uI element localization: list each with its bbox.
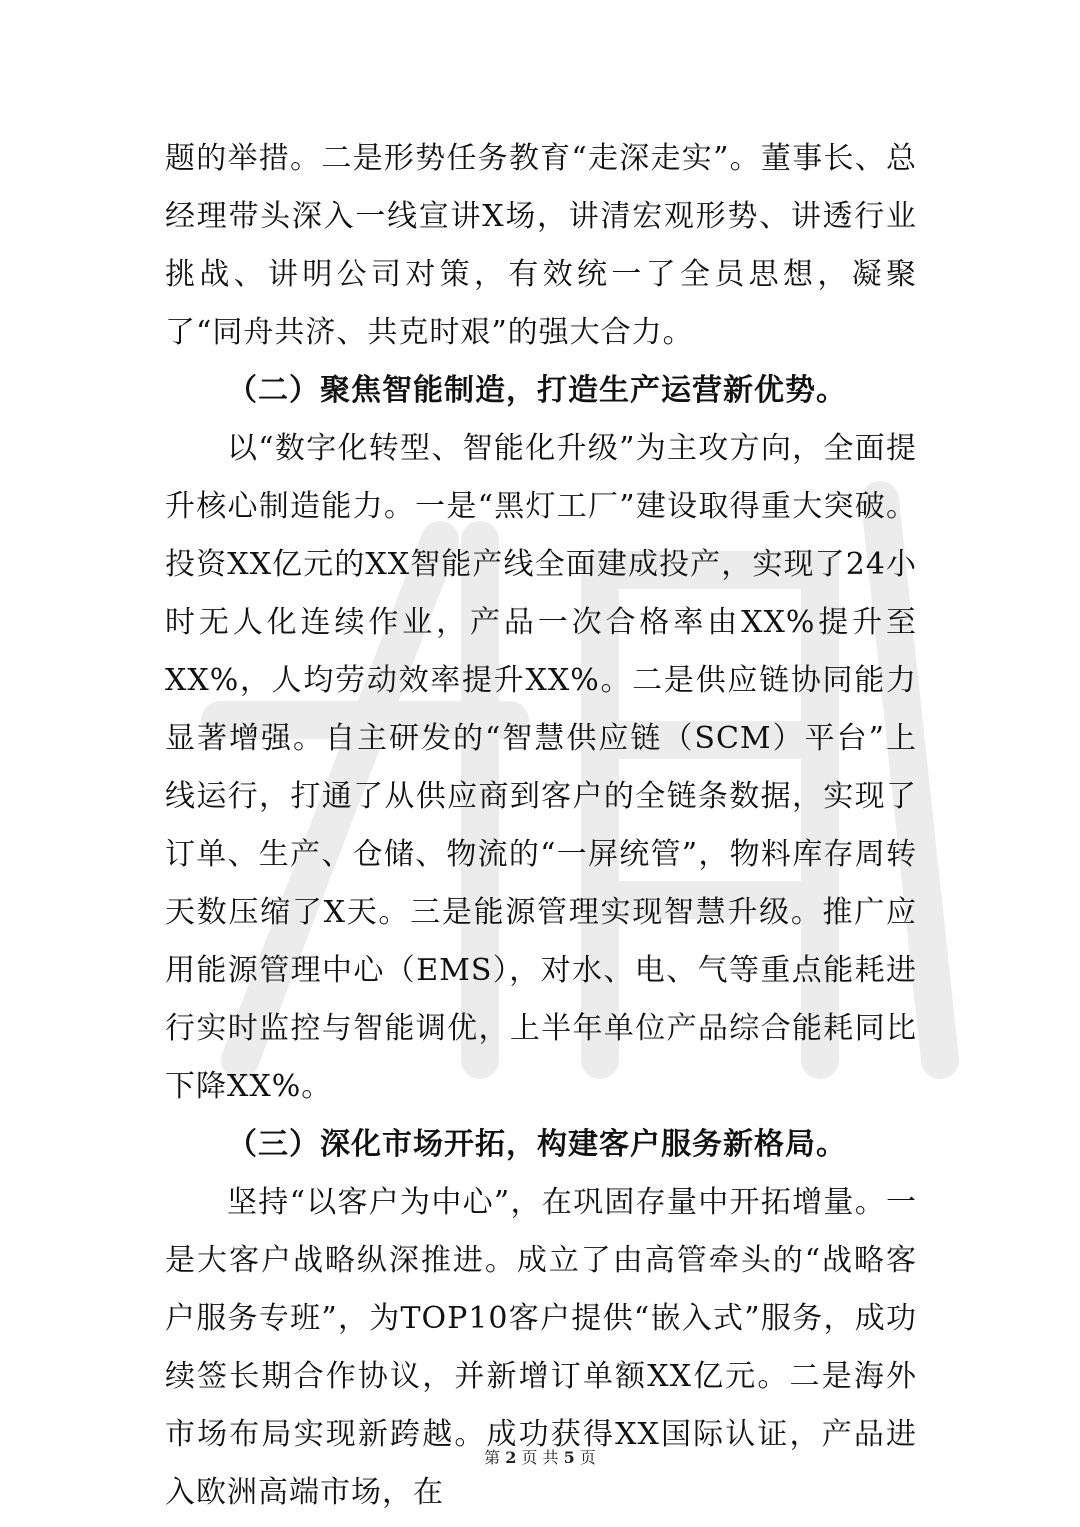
paragraph-market-expansion: 坚持“以客户为中心”，在巩固存量中开拓增量。一是大客户战略纵深推进。成立了由高管牵头的“战略客户服务专班”，为TOP10客户提供“嵌入式”服务，成功续签长期合作协议，并新增订单额XX亿元。二是海外市场布局实现新跨越。成功获得XX国际认证，产品进入欧洲高端市场，在: [165, 1185, 917, 1510]
footer-prefix: 第: [484, 1448, 501, 1467]
page-footer: [0, 1445, 1080, 1468]
section-heading-2: （二）聚焦智能制造，打造生产运营新优势。: [227, 373, 847, 408]
paragraph-continuation: 题的举措。二是形势任务教育“走深走实”。董事长、总经理带头深入一线宣讲X场，讲清宏观形势、讲透行业挑战、讲明公司对策，有效统一了全员思想，凝聚了“同舟共济、共克时艰”的强大合力。: [165, 141, 917, 350]
footer-suffix: 页: [579, 1448, 596, 1467]
footer-middle: 页 共: [521, 1448, 559, 1467]
footer-total-pages: 5: [563, 1448, 575, 1467]
footer-current-page: 2: [505, 1448, 517, 1467]
document-body: [165, 130, 917, 1522]
section-heading-3: （三）深化市场开拓，构建客户服务新格局。: [227, 1127, 847, 1162]
paragraph-smart-manufacturing: 以“数字化转型、智能化升级”为主攻方向，全面提升核心制造能力。一是“黑灯工厂”建设取得重大突破。投资XX亿元的XX智能产线全面建成投产，实现了24小时无人化连续作业，产品一次合格率由XX%提升至XX%，人均劳动效率提升XX%。二是供应链协同能力显著增强。自主研发的“智慧供应链（SCM）平台”上线运行，打通了从供应商到客户的全链条数据，实现了订单、生产、仓储、物流的“一屏统管”，物料库存周转天数压缩了X天。三是能源管理实现智慧升级。推广应用能源管理中心（EMS），对水、电、气等重点能耗进行实时监控与智能调优，上半年单位产品综合能耗同比下降XX%。: [165, 431, 917, 1104]
